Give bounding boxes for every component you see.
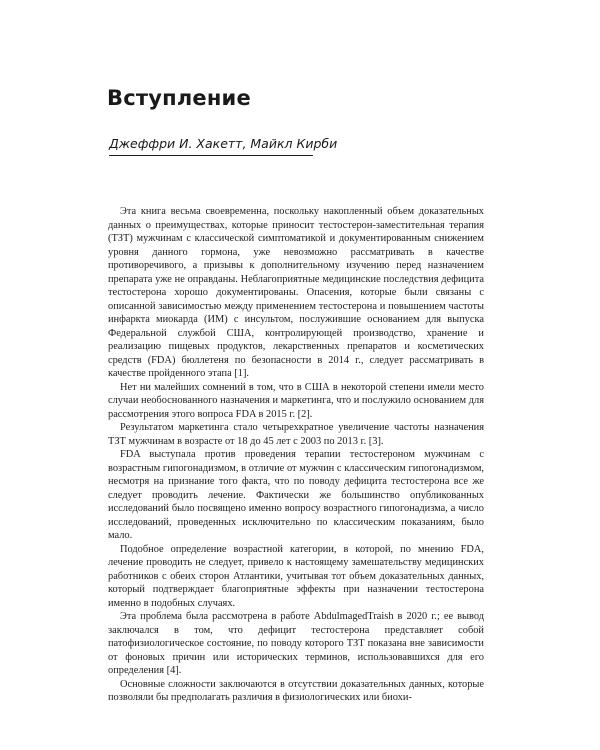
body-paragraph: Нет ни малейших сомнений в том, что в США в некоторой степени имели место случаи необоснованного назначения и маркетинга, что и послужило основанием для рассмотрения этого вопроса FDA в 2015 г. [2].	[108, 381, 484, 420]
chapter-heading: Вступление	[107, 86, 251, 110]
body-paragraph: FDA выступала против проведения терапии тестостероном мужчинам с возрастным гипогонадизмом, в отличие от мужчин с классическим гипогонадизмом, несмотря на признание того факта, что по поводу дефицита тестостерона все же следует проводить лечение. Фактически же большинство опубликованных исследований было посвящено именно вопросу возрастного гипогонадизма, а число исследований, проведенных исключительно по классическим показаниям, было мало.	[108, 449, 484, 541]
body-paragraph: Основные сложности заключаются в отсутствии доказательных данных, которые позволяли бы предполагать различия в физиологических или биохи-	[108, 678, 484, 703]
chapter-authors: Джеффри И. Хакетт, Майкл Кирби	[109, 136, 338, 151]
body-paragraph: Эта проблема была рассмотрена в работе AbdulmagedTraish в 2020 г.; ее вывод заключался в том, что дефицит тестостерона представляет собой патофизиологическое состояние, по поводу которого ТЗТ показана вне зависимости от фоновых причин или исторических терминов, использовавшихся для его определения [4].	[108, 611, 484, 676]
chapter-body	[108, 205, 484, 705]
body-paragraph: Эта книга весьма своевременна, поскольку накопленный объем доказательных данных о преимуществах, которые приносит тестостерон-заместительная терапия (ТЗТ) мужчинам с классической симптоматикой и документированным снижением уровня данного гормона, уже невозможно рассматривать в качестве противоречивого, а призывы к дополнительному изучению перед назначением препарата уже не оправданы. Неблагоприятные медицинские последствия дефицита тестостерона хорошо документированы. Опасения, которые были связаны с описанной зависимостью между применением тестостерона и повышением частоты инфаркта миокарда (ИМ) с инсультом, послужившие основанием для выпуска Федеральной службой США, контролирующей производство, хранение и реализацию пищевых продуктов, лекарственных препаратов и косметических средств (FDA) бюллетеня по безопасности в 2014 г., следует рассматривать в качестве пройденного этапа [1].	[108, 206, 484, 379]
authors-underline	[109, 155, 313, 156]
body-paragraph: Подобное определение возрастной категории, в которой, по мнению FDA, лечение проводить не следует, привело к настоящему замешательству медицинских работников с обеих сторон Атлантики, учитывая тот объем доказательных данных, который подтверждает благоприятные эффекты при назначении тестостерона именно в подобных случаях.	[108, 543, 484, 609]
body-paragraph: Результатом маркетинга стало четырехкратное увеличение частоты назначения ТЗТ мужчинам в возрасте от 18 до 45 лет с 2003 по 2013 г. [3].	[108, 422, 484, 447]
